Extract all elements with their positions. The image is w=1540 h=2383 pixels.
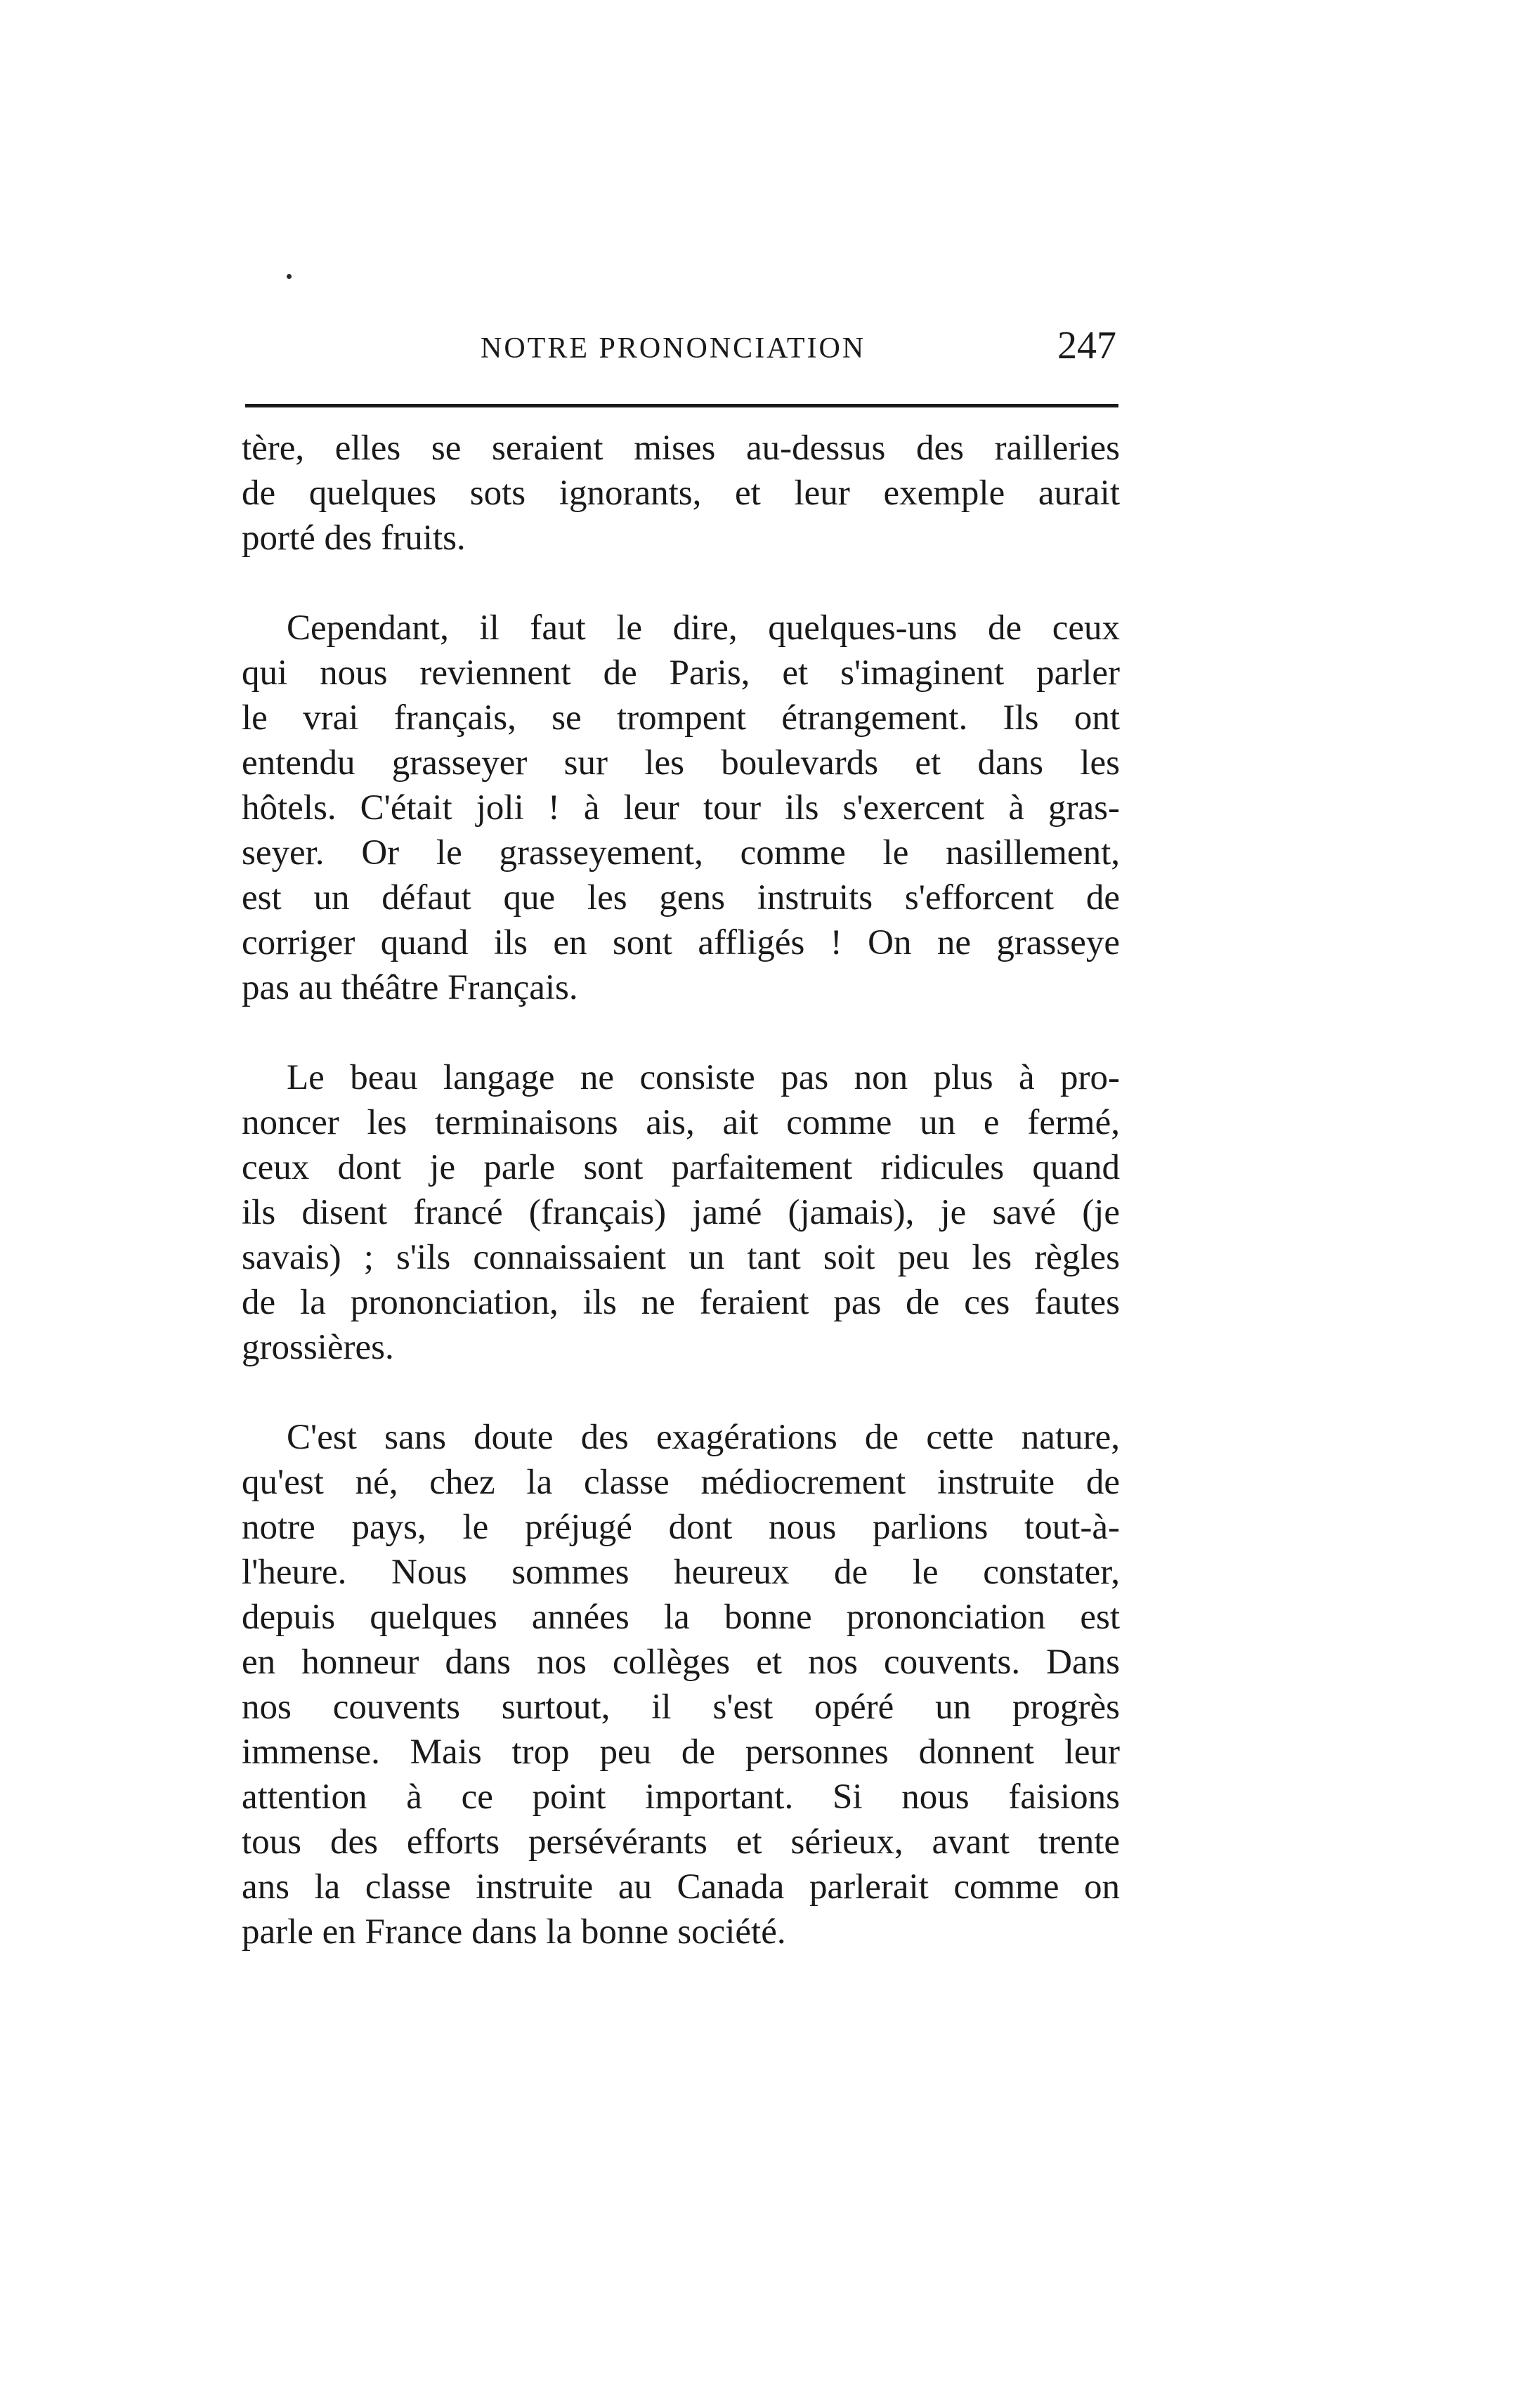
text-line: hôtels. C'était joli ! à leur tour ils s'exercent à gras- (242, 788, 1120, 828)
text-line: ceux dont je parle sont parfaitement ridicules quand (242, 1148, 1120, 1187)
text-line: pas au théâtre Français. (242, 968, 578, 1007)
paragraph (242, 426, 1120, 561)
text-line: tous des efforts persévérants et sérieux, avant trente (242, 1822, 1120, 1862)
text-line: est un défaut que les gens instruits s'efforcent de (242, 878, 1120, 918)
text-line: C'est sans doute des exagérations de cette nature, (287, 1418, 1120, 1457)
text-line: savais) ; s'ils connaissaient un tant soit peu les règles (242, 1238, 1120, 1277)
text-line: porté des fruits. (242, 518, 466, 558)
text-line: seyer. Or le grasseyement, comme le nasillement, (242, 833, 1120, 873)
text-line: tère, elles se seraient mises au-dessus des railleries (242, 429, 1120, 468)
text-line: de quelques sots ignorants, et leur exemple aurait (242, 474, 1120, 513)
text-line: noncer les terminaisons ais, ait comme un e fermé, (242, 1103, 1120, 1142)
text-line: parle en France dans la bonne société. (242, 1912, 786, 1952)
text-line: depuis quelques années la bonne prononciation est (242, 1598, 1120, 1637)
text-line: de la prononciation, ils ne feraient pas de ces fautes (242, 1283, 1120, 1322)
text-line: entendu grasseyer sur les boulevards et dans les (242, 743, 1120, 783)
text-line: qu'est né, chez la classe médiocrement instruite de (242, 1463, 1120, 1502)
text-line: ils disent francé (français) jamé (jamais), je savé (je (242, 1193, 1120, 1232)
text-line: Le beau langage ne consiste pas non plus à pro- (287, 1058, 1120, 1097)
text-line: nos couvents surtout, il s'est opéré un progrès (242, 1687, 1120, 1727)
page-header (242, 319, 1116, 382)
paragraph (242, 1415, 1120, 1954)
stray-speck (287, 274, 292, 279)
text-line: l'heure. Nous sommes heureux de le constater, (242, 1553, 1120, 1592)
paragraph (242, 606, 1120, 1010)
text-line: Cependant, il faut le dire, quelques-uns de ceux (287, 608, 1120, 648)
text-line: attention à ce point important. Si nous faisions (242, 1777, 1120, 1817)
text-line: qui nous reviennent de Paris, et s'imaginent parler (242, 653, 1120, 693)
text-line: immense. Mais trop peu de personnes donnent leur (242, 1732, 1120, 1772)
body-text (242, 426, 1120, 1954)
text-line: ans la classe instruite au Canada parlerait comme on (242, 1867, 1120, 1907)
text-line: corriger quand ils en sont affligés ! On ne grasseye (242, 923, 1120, 962)
text-line: en honneur dans nos collèges et nos couvents. Dans (242, 1643, 1120, 1682)
text-line: notre pays, le préjugé dont nous parlions tout-à- (242, 1508, 1120, 1547)
page-number: 247 (1057, 324, 1116, 367)
text-line: grossières. (242, 1328, 394, 1367)
header-rule (245, 404, 1118, 407)
text-line: le vrai français, se trompent étrangement. Ils ont (242, 698, 1120, 738)
running-title: NOTRE PRONONCIATION (481, 332, 866, 365)
paragraph (242, 1055, 1120, 1370)
